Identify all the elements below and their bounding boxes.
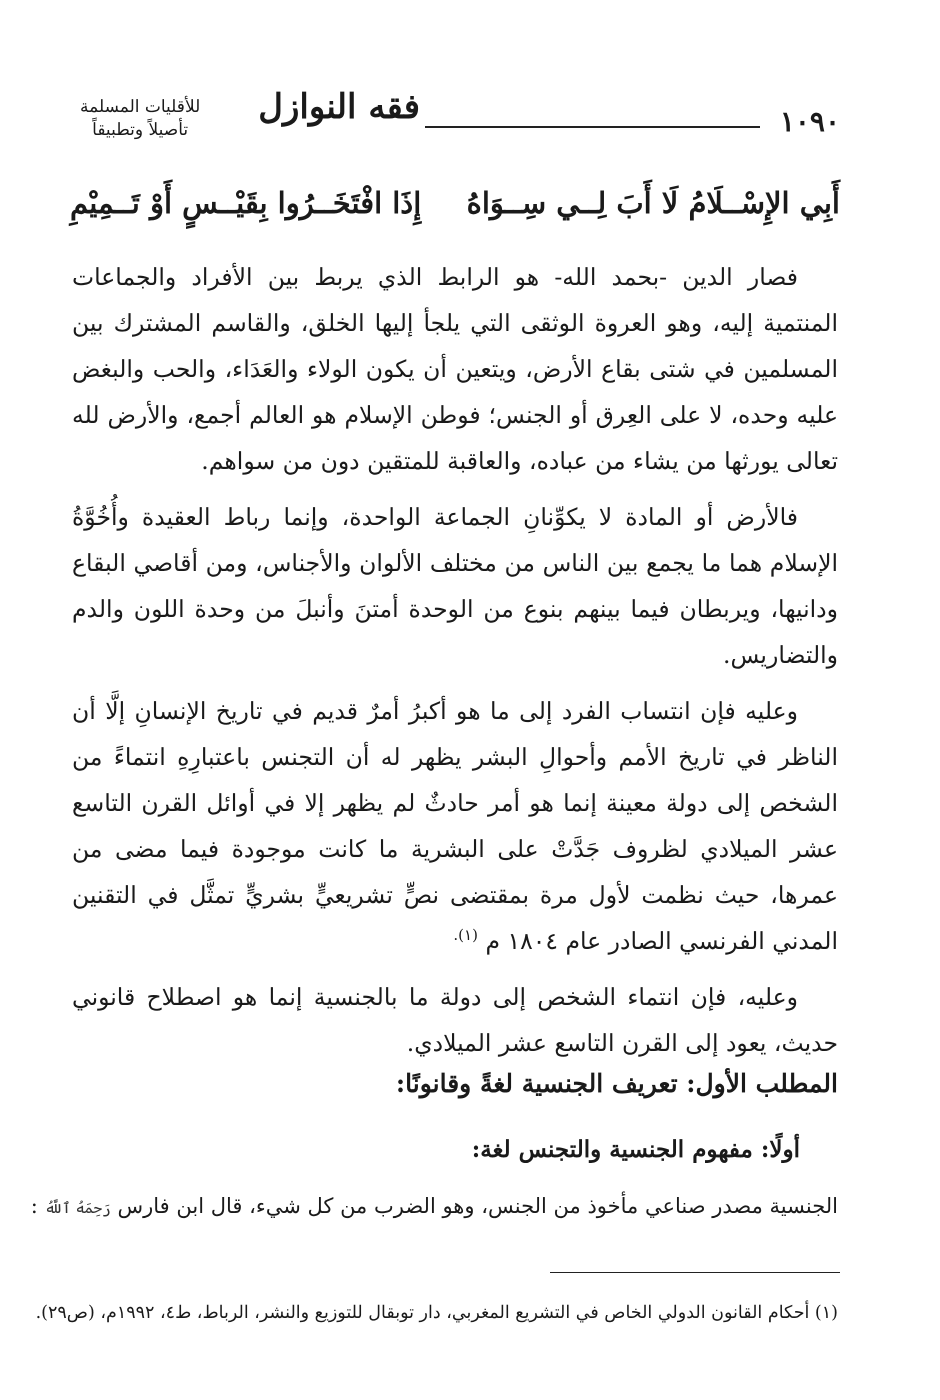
honorific-phrase: رَحِمَهُ ٱللَّهُ [44, 1199, 111, 1217]
paragraph-1 [72, 254, 838, 484]
sub-heading: أولًا: مفهوم الجنسية والتجنس لغة: [471, 1136, 800, 1163]
definition-text: الجنسية مصدر صناعي مأخوذ من الجنس، وهو الضرب من كل شيء، قال ابن فارس [117, 1194, 838, 1218]
book-title-aux-line-1: للأقليات المسلمة [80, 97, 201, 117]
poetry-verse [70, 186, 840, 232]
footnote-1: (١) أحكام القانون الدولي الخاص في التشريع المغربي، دار توبقال للتوزيع والنشر، الرباط، ط٤، ١٩٩٢م، (ص٢٩). [35, 1303, 838, 1323]
body-text [72, 254, 838, 1076]
book-title-aux-line-2: تأصيلاً وتطبيقاً [92, 119, 189, 140]
section-heading: المطلب الأول: تعريف الجنسية لغةً وقانونًا: [395, 1069, 838, 1098]
paragraph-4 [72, 974, 838, 1066]
book-title-subtitle [80, 96, 200, 142]
book-title-main: فقه النوازل [258, 87, 420, 127]
page-number: ١٠٩٠ [779, 105, 840, 138]
definition-line [30, 1186, 838, 1228]
verse-first-hemistich: أَبِي الإِسْــلَامُ لَا أَبَ لِــي سِــوَاهُ [466, 186, 840, 220]
header-rule [425, 126, 760, 128]
footnote-separator [550, 1272, 840, 1273]
definition-colon: : [30, 1194, 38, 1218]
paragraph-1-text: فصار الدين -بحمد الله- هو الرابط الذي يربط بين الأفراد والجماعات المنتمية إليه، وهو العروة الوثقى التي يلجأ إليها الخلق، والقاسم المشترك بين المسلمين في شتى بقاع الأرض، ويتعين أن يكون الولاء والعَدَاء، والحب والبغض عليه وحده، لا على العِرق أو الجنس؛ فوطن الإسلام هو العالم أجمع، والأرض لله تعالى يورثها من يشاء من عباده، والعاقبة للمتقين دون من سواهم. [72, 263, 838, 475]
paragraph-4-text: وعليه، فإن انتماء الشخص إلى دولة ما بالجنسية إنما هو اصطلاح قانوني حديث، يعود إلى القرن التاسع عشر الميلادي. [72, 983, 838, 1057]
footnote-reference[interactable]: (١). [453, 926, 478, 945]
paragraph-2 [72, 494, 838, 678]
paragraph-3 [72, 688, 838, 964]
verse-second-hemistich: إِذَا افْتَخَــرُوا بِقَيْــسٍ أَوْ تَــمِيْمِ [70, 186, 422, 220]
book-title-block [70, 87, 420, 150]
paragraph-2-text: فالأرض أو المادة لا يكوِّنانِ الجماعة الواحدة، وإنما رباط العقيدة وأُخُوَّةُ الإسلام هما ما يجمع بين الناس من مختلف الألوان والأجناس، ومن أقاصي البقاع ودانيها، ويربطان فيما بينهم بنوع من الوحدة أمتنَ وأنبلَ من وحدة اللون والدم والتضاريس. [72, 503, 838, 669]
paragraph-3-text: وعليه فإن انتساب الفرد إلى ما هو أكبرُ أمرٌ قديم في تاريخ الإنسانِ إلَّا أن الناظر في تاريخ الأمم وأحوالِ البشر يظهر له أن التجنس باعتبارِهِ انتماءً من الشخص إلى دولة معينة إنما هو أمر حادثٌ لم يظهر إلا في أوائل القرن التاسع عشر الميلادي لظروف جَدَّتْ على البشرية ما كانت موجودة فيما مضى من عمرها، حيث نظمت لأول مرة بمقتضى نصٍّ تشريعيٍّ بشريٍّ تمثَّل في التقنين المدني الفرنسي الصادر عام ١٨٠٤ م [72, 697, 838, 955]
page-header [70, 78, 840, 148]
